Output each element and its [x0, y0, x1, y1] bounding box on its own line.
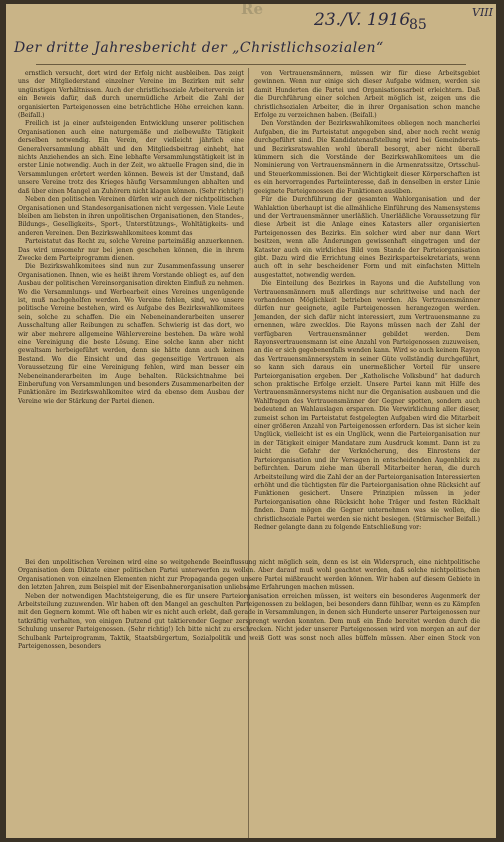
handwritten-date: 23./V. 1916: [314, 10, 411, 30]
newspaper-clipping: [6, 4, 496, 838]
paragraph: Die Einteilung des Bezirkes in Rayons und die Aufstellung von Vertrauensmännern muß allerdings nur schrittweise und nach der vorhandenen Möglichkeit betrieben werden. Als Vertrauensmänner dürfen nur geeignete, agile Parteigenossen herangezogen werden. Jemanden, der sich dafür nicht interessiert, zum Vertrauensmanne zu ernennen, wäre zwecklos. Die Rayons müssen nach der Zahl der verfügbaren Vertrauensmänner gebildet werden. Dem Rayonsvertrauensmann ist eine Anzahl von Parteigenossen zuzuweisen, an die er sich gegebenenfalls wenden kann. Wird so auch keinem Rayon das Vertrauensmännersystem in seiner Güte vollständig durchgeführt, so kann sich daraus ein unermeßlicher Vorteil für unsere Parteiorganisation ergeben. Der „Katholische Volksbund“ hat dadurch schon praktische Erfolge erzielt. Unsere Partei kann mit Hilfe des Vertrauensmännersystems nicht nur die Organisation ausbauen und die Wahlfragen des Vertrauensmänner der Gegner spotten, sondern auch bedeutend an Wahlauslagen ersparen. Die Verwirklichung aller dieser, zumeist schon im Parteistatut festgelegten Aufgaben wird die Mitarbeit einer größeren Anzahl von Parteigenossen erfordern. Das ist sicher kein Unglück, vielleicht ist es ein Unglück, wenn die Parteiorganisation nur in der Tätigkeit einiger Mandatare zum Ausdruck kommt. Dann ist zu leicht die Gefahr der Verknöcherung, des Einrostens der Parteiorganisation und ihr Versagen in entscheidenden Augenblick zu befürchten. Darum ziehe man überall Mitarbeiter heran, die durch Arbeitsteilung wird die Zahl der an der Parteiorganisation Interessierten erhöht und die tüchtigsten für die Parteiorganisation ohne Rücksicht auf Funktionen gesichert. Unsere Prinzipien müssen in jeder Parteiorganisation ohne Rücksicht hohe Träger und festen Rückhalt finden. Dann mögen die Gegner unternehmen was sie wollen, die christlichsoziale Partei werden sie nicht besiegen. (Stürmischer Beifall.) Redner gelangte dann zu folgende Entschließung vor:: [254, 280, 480, 531]
lower-text-block: [18, 559, 480, 651]
paragraph: von Vertrauensmännern, müssen wir für diese Arbeitsgebiet gewinnen. Wenn nur einige sich dieser Aufgabe widmen, werden sie damit Hunderten die Partei und Organisationsarbeit erleichtern. Daß die Durchführung einer solchen Arbeit möglich ist, zeigen uns die christlichsozialen Arbeiter, die in ihrer Organisation schon manche Erfolge zu verzeichnen haben. (Beifall.): [254, 70, 480, 120]
page-number: 85: [409, 17, 427, 33]
masthead-fragment: Re: [241, 4, 264, 18]
paragraph: Parteistatut das Recht zu, solche Vereine parteimäßig anzuerkennen. Das wird umsomehr nur bei jenen geschehen können, die in ihrem Zwecke dem Parteiprogramm dienen.: [18, 238, 244, 262]
paragraph: Neben der notwendigen Machtsteigerung, die es für unsere Parteiorganisation erreichen müssen, ist weiters ein besonderes Augenmerk der Arbeitsteilung zuzuwenden. Wir haben oft den Mangel an geschulten Parteigenossen zu beklagen, bei besonders dann fühlbar, wenn es zu Kämpfen mit den Gegnern kommt. Wie oft haben wir es nicht auch erlebt, daß gerade in Versammlungen, in denen sich Hunderte unserer Parteigenossen nur tatkräftig verhalten, von einigen Dutzend gut taktierender Gegner zersprengt werden konnten. Dem muß ein Ende bereitet werden durch die Schulung unserer Parteigenossen. (Sehr richtig!) Ich bitte nicht zu erschrecken. Nicht jeder unserer Parteigenossen wird von morgen an auf der Schulbank Parteiprogramm, Taktik, Staatsbürgertum, Sozialpolitik und weiß Gott was sonst noch alles büffeln müssen. Aber einen Stock von Parteigenossen, besonders: [18, 592, 480, 651]
column-divider: [248, 68, 249, 838]
paragraph: Neben den politischen Vereinen dürfen wir auch der nichtpolitischen Organisationen und Standesorganisationen nicht vergessen. Viele Leute bleiben am liebsten in ihren unpolitischen Organisationen, den Standes-, Bildungs-, Geselligkeits-, Sport-, Unterstützungs-, Wohltätigkeits- und anderen Vereinen. Den Bezirkswahlkomitees kommt das: [18, 196, 244, 237]
paragraph: Für die Durchführung der gesamten Wahlorganisation und der Wahlaktion überhaupt ist die allmähliche Einführung des Namensystems und der Vertrauensmänner unerläßlich. Unerläßliche Voraussetzung für diese Arbeit ist die Anlage eines Katasters aller organisierten Parteigenossen des Bezirks. Ein solcher wird aber nur dann Wert besitzen, wenn alle Änderungen gewissenhaft eingetragen und der Kataster auch ein wirkliches Bild vom Stande der Parteiorganisation gibt. Dazu wird die Errichtung eines Bezirksparteisekretariats, wenn auch oft in sehr bescheidener Form und mit einfachsten Mitteln ausgestattet, notwendig werden.: [254, 196, 480, 279]
corner-note: VIII: [472, 6, 493, 19]
paragraph: Freilich ist ja einer aufsteigenden Entwicklung unserer politischen Organisationen auch eine naturgemäße und zielbewußte Tätigkeit derselben notwendig. Ein Verein, der vielleicht jährlich eine Generalversammlung abhält und den Mitgliedsbeitrag einhebt, hat nichts Anziehendes an sich. Eine lebhafte Versammlungstätigkeit ist in erster Linie notwendig. Auch in der Zeit, wo aktuelle Fragen sind, die in Versammlungen erörtert werden können. Beweis ist der Umstand, daß unsere Vereine trotz des Krieges häufig Versammlungen abhalten und daß über einen Mangel an Zuhörern nicht klagen können. (Sehr richtig!): [18, 120, 244, 195]
paragraph: Die Bezirkswahlkomitees sind nun zur Zusammenfassung unserer Organisationen. Ihnen, wie es heißt ihrem Vorstande obliegt es, auf den Ausbau der politischen Vereinsorganisation direkten Einfluß zu nehmen. Wo die Versammlungs- und Werbearbeit eines Vereines ungenügende ist, muß nachgeholfen werden. Wo Vereine fehlen, sind, wo unsere politische Vereine bestehen, wird es Aufgabe des Bezirkswahlkomitees sein, solche zu schaffen. Die ein Nebeneinanderarbeiten unserer Ausschaltung aller Reibungen zu schaffen. Schwierig ist das dort, wo wir aber mehrere allgemeine Wählervereine bestehen. Da wäre wohl eine Vereinigung die beste Lösung. Eine solche kann aber nicht gewaltsam herbeigeführt werden, denn sie hätte dann auch keinen Bestand. Wo die Einsicht und das gegenseitige Vertrauen als Voraussetzung für eine Vereinigung fehlen, wird man besser ein Nebeneinanderarbeiten im Auge behalten. Rücksichtnahme bei Einberufung von Versammlungen und besonders Zusammenarbeiten der Funktionäre im Bezirkswahlkomitee wird da ebenso dem Ausbau der Vereine wie der Stärkung der Partei dienen.: [18, 263, 244, 405]
left-column: [18, 70, 244, 406]
paragraph: Den Vorständen der Bezirkswahlkomitees obliegen noch mancherlei Aufgaben, die im Parteistatut angegeben sind, aber noch recht wenig durchgeführt sind. Die Kandidatenaufstellung wird bei Gemeinderats- und Bezirksratswahlen wohl überall besorgt, aber nicht überall kümmern sich die Vorstände der Bezirkswahlkomitees um die Nominierung von Vertrauensmännern in die Armenratssitze, Ortsschul- und Steuerkommissionen. Bei der Wichtigkeit dieser Körperschaften ist es ein hervorragendes Parteiinteresse, daß in denselben in erster Linie geeignete Parteigenossen die Funktionen ausüben.: [254, 120, 480, 195]
paragraph: Bei den unpolitischen Vereinen wird eine so weitgehende Beeinflussung nicht möglich sein, denn es ist ein Widerspruch, eine nichtpolitische Organisation dem Diktate einer politischen Partei unterwerfen zu wollen. Aber darauf muß wohl geachtet werden, daß solche nichtpolitischen Organisationen von einzelnen Elementen nicht zur Propaganda gegen unsere Partei mißbraucht werden können. Wir haben auf diesem Gebiete in den letzten Jahren, zum Beispiel mit der Eisenbahnerorganisation unliebsame Erfahrungen machen müssen.: [18, 559, 480, 592]
title-rule: [36, 64, 466, 65]
paragraph: ernstlich versucht, dort wird der Erfolg nicht ausbleiben. Das zeigt uns der Mitgliederstand einzelner Vereine im Bezirken mit sehr ungünstigen Verhältnissen. Auch der christlichsoziale Arbeiterverein ist ein Beweis dafür, daß durch unermüdliche Arbeit die Zahl der organisierten Parteigenossen eine beträchtliche Höhe erreichen kann. (Beifall.): [18, 70, 244, 120]
handwritten-title: Der dritte Jahresbericht der „Christlichsozialen“: [14, 40, 384, 56]
right-column: [254, 70, 480, 532]
